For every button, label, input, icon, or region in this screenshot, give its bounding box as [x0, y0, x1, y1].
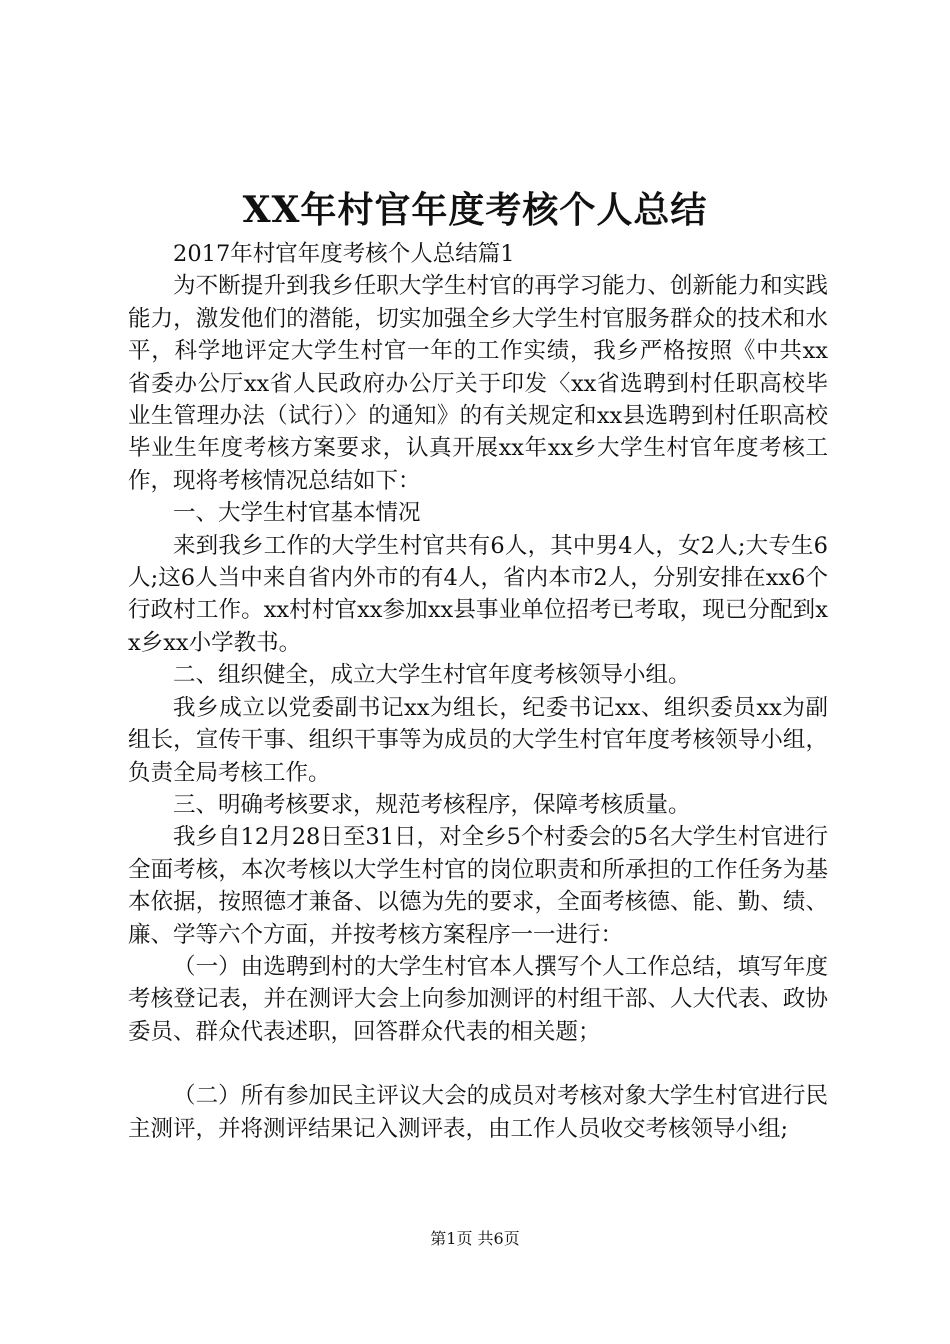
section-heading-1: 一、大学生村官基本情况	[173, 500, 421, 527]
step-one-paragraph: （一）由选聘到村的大学生村官本人撰写个人工作总结，填写年度考核登记表，并在测评大会上向参加测评的村组干部、人大代表、政协委员、群众代表述职，回答群众代表的相关题；	[128, 953, 828, 1045]
document-body	[128, 238, 828, 1145]
section-heading-3: 三、明确考核要求，规范考核程序，保障考核质量。	[173, 791, 691, 818]
document-title: XX年村官年度考核个人总结	[242, 189, 708, 231]
page-number: 第1页 共6页	[430, 1229, 520, 1248]
section-heading-2: 二、组织健全，成立大学生村官年度考核领导小组。	[173, 662, 691, 689]
step-two-paragraph: （二）所有参加民主评议大会的成员对考核对象大学生村官进行民主测评，并将测评结果记入测评表，由工作人员收交考核领导小组;	[128, 1083, 828, 1142]
leadership-group-paragraph: 我乡成立以党委副书记xx为组长，纪委书记xx、组织委员xx为副组长，宣传干事、组织干事等为成员的大学生村官年度考核领导小组，负责全局考核工作。	[128, 694, 828, 786]
intro-paragraph: 为不断提升到我乡任职大学生村官的再学习能力、创新能力和实践能力，激发他们的潜能，切实加强全乡大学生村官服务群众的技术和水平，科学地评定大学生村官一年的工作实绩，我乡严格按照《中共xx省委办公厅xx省人民政府办公厅关于印发〈xx省选聘到村任职高校毕业生管理办法（试行）〉的通知》的有关规定和xx县选聘到村任职高校毕业生年度考核方案要求，认真开展xx年xx乡大学生村官年度考核工作，现将考核情况总结如下：	[128, 273, 828, 494]
basic-info-paragraph: 来到我乡工作的大学生村官共有6人，其中男4人，女2人;大专生6人;这6人当中来自省内外市的有4人，省内本市2人，分别安排在xx6个行政村工作。xx村村官xx参加xx县事业单位招考已考取，现已分配到xx乡xx小学教书。	[128, 532, 828, 656]
assessment-paragraph: 我乡自12月28日至31日，对全乡5个村委会的5名大学生村官进行全面考核，本次考核以大学生村官的岗位职责和所承担的工作任务为基本依据，按照德才兼备、以德为先的要求，全面考核德、能、勤、绩、廉、学等六个方面，并按考核方案程序一一进行：	[128, 824, 828, 948]
section-heading: 2017年村官年度考核个人总结篇1	[173, 241, 515, 267]
